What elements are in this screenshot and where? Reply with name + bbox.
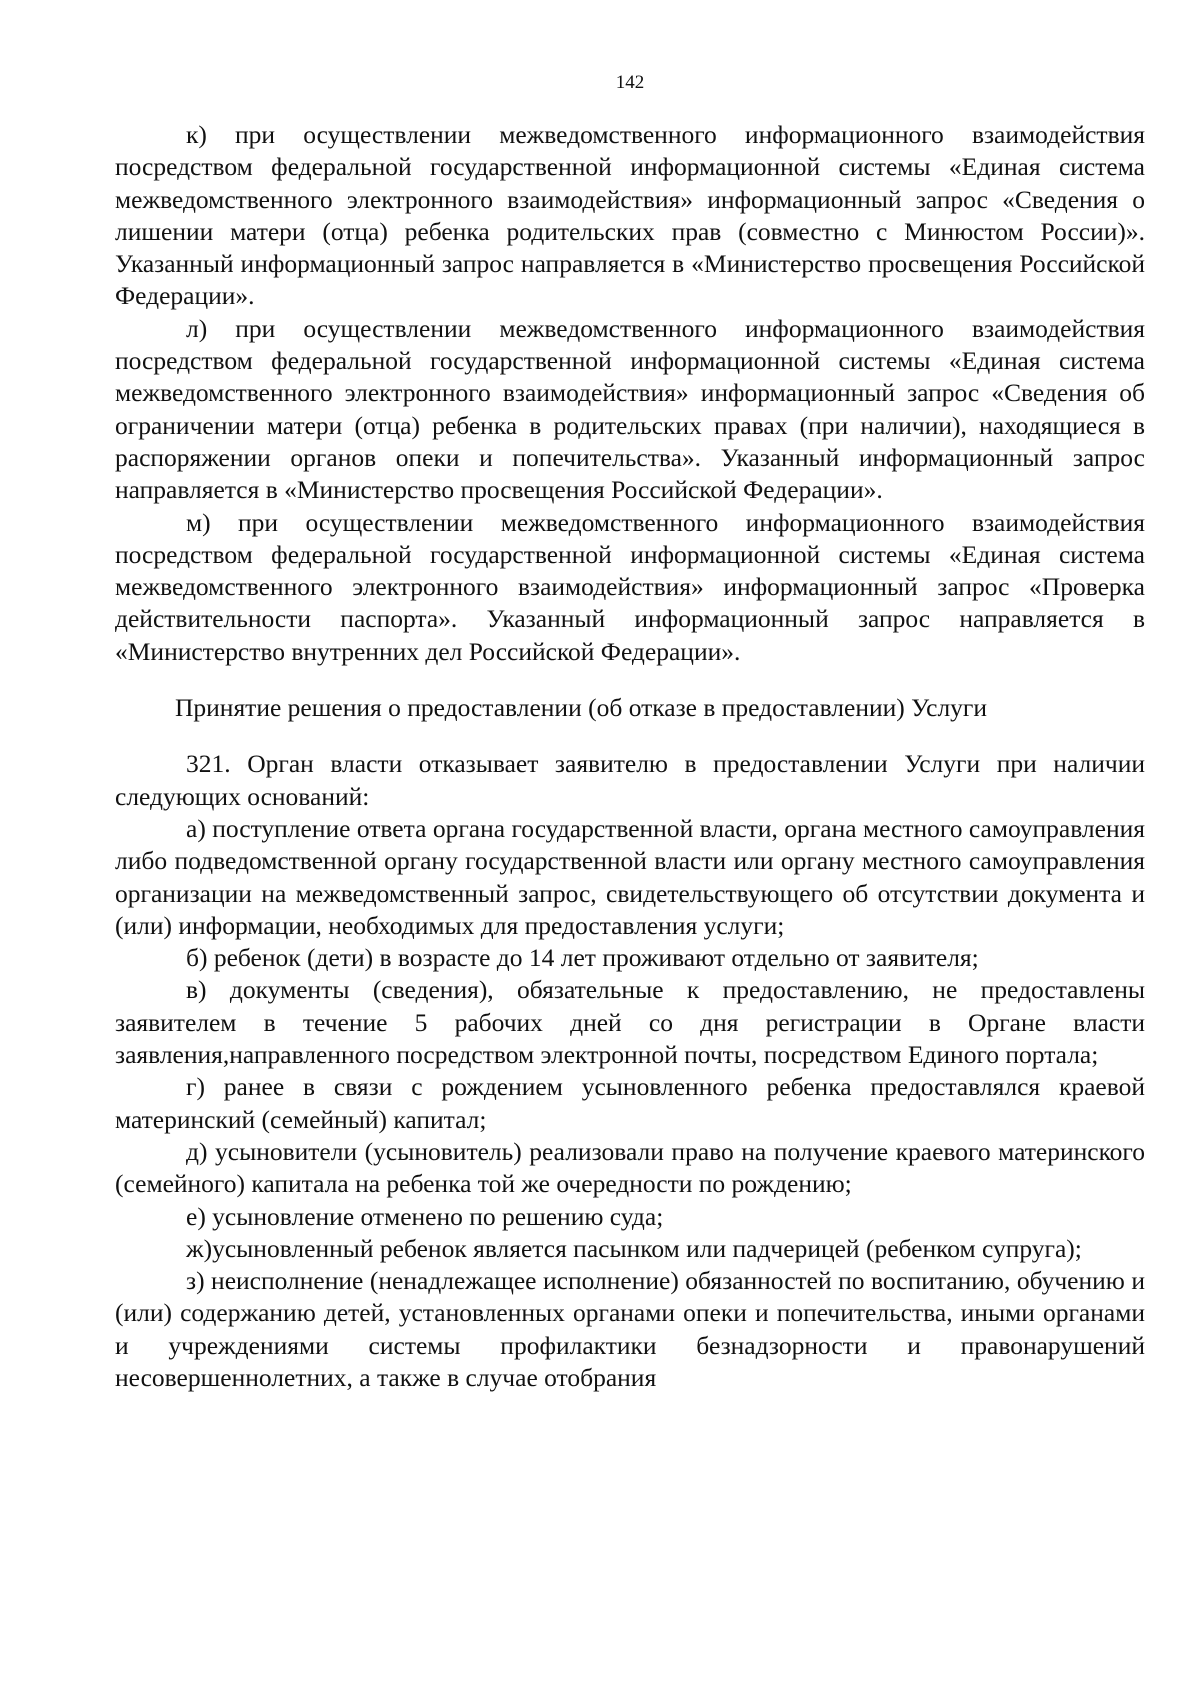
paragraph-d: д) усыновители (усыновитель) реализовали право на получение краевого материнского (семейного) капитала на ребенка той же очередности по рождению; [115, 1136, 1145, 1199]
section-heading: Принятие решения о предоставлении (об отказе в предоставлении) Услуги [175, 693, 988, 723]
paragraph-g: г) ранее в связи с рождением усыновленного ребенка предоставлялся краевой материнский (семейный) капитал; [115, 1072, 1145, 1134]
paragraph-k: к) при осуществлении межведомственного информационного взаимодействия посредством федеральной государственной информационной системы «Единая система межведомственного электронного взаимодействия» информационный запрос «Сведения о лишении матери (отца) ребенка родительских прав (совместно с Минюстом России)». Указанный информационный запрос направляется в «Министерство просвещения Российской Федерации». [115, 120, 1145, 311]
document-body [115, 119, 1145, 1394]
paragraph-321: 321. Орган власти отказывает заявителю в предоставлении Услуги при наличии следующих оснований: [115, 749, 1145, 811]
page-number: 142 [615, 72, 645, 93]
paragraph-v: в) документы (сведения), обязательные к предоставлению, не предоставлены заявителем в течение 5 рабочих дней со дня регистрации в Органе власти заявления,направленного посредством электронной почты, посредством Единого портала; [115, 975, 1145, 1070]
paragraph-m: м) при осуществлении межведомственного информационного взаимодействия посредством федеральной государственной информационной системы «Единая система межведомственного электронного взаимодействия» информационный запрос «Проверка действительности паспорта». Указанный информационный запрос направляется в «Министерство внутренних дел Российской Федерации». [115, 507, 1145, 666]
paragraph-a: а) поступление ответа органа государственной власти, органа местного самоуправления либо подведомственной органу государственной власти или органу местного самоуправления организации на межведомственный запрос, свидетельствующего об отсутствии документа и (или) информации, необходимых для предоставления услуги; [115, 813, 1145, 940]
paragraph-z: з) неисполнение (ненадлежащее исполнение) обязанностей по воспитанию, обучению и (или) содержанию детей, установленных органами опеки и попечительства, иными органами и учреждениями системы профилактики безнадзорности и правонарушений несовершеннолетних, а также в случае отобрания [115, 1266, 1145, 1392]
paragraph-e: е) усыновление отменено по решению суда; [186, 1201, 664, 1231]
paragraph-l: л) при осуществлении межведомственного информационного взаимодействия посредством федеральной государственной информационной системы «Единая система межведомственного электронного взаимодействия» информационный запрос «Сведения об ограничении матери (отца) ребенка в родительских правах (при наличии), находящиеся в распоряжении органов опеки и попечительства». Указанный информационный запрос направляется в «Министерство просвещения Российской Федерации». [115, 313, 1145, 505]
paragraph-b: б) ребенок (дети) в возрасте до 14 лет проживают отдельно от заявителя; [186, 943, 979, 973]
paragraph-zh: ж)усыновленный ребенок является пасынком или падчерицей (ребенком супруга); [186, 1233, 1082, 1263]
